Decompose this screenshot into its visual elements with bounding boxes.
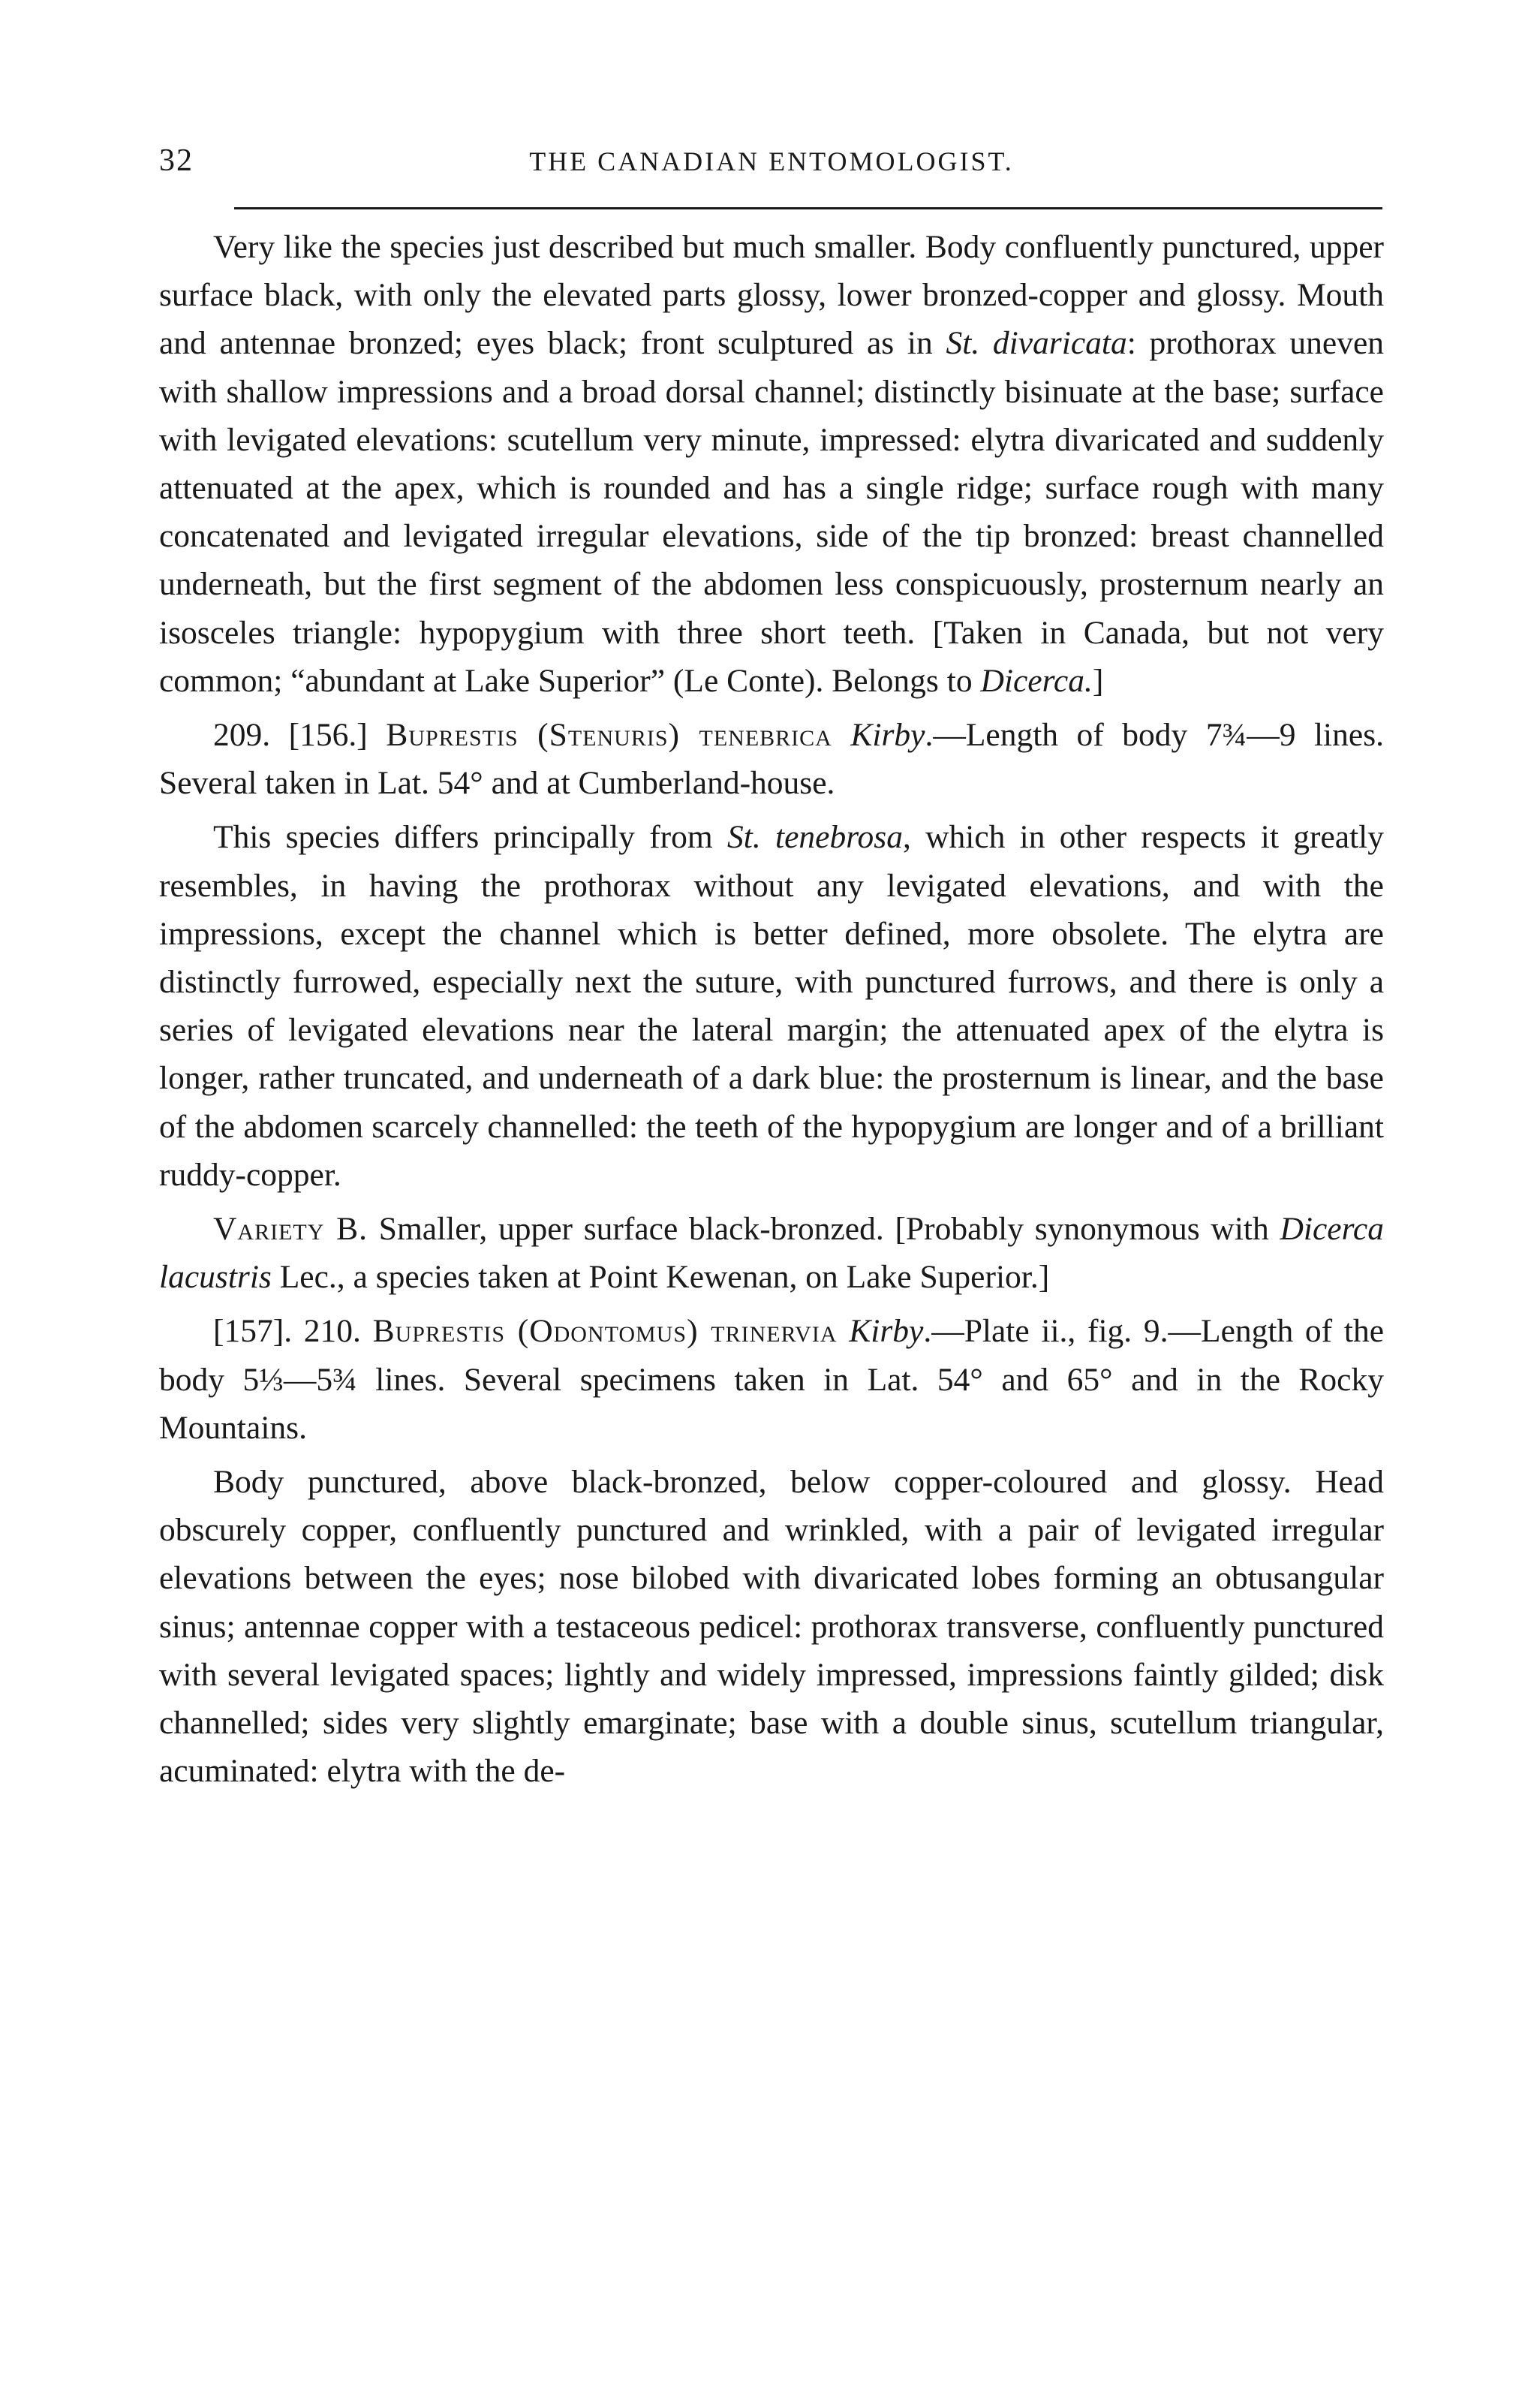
paragraph-tenebrica-description: This species differs principally from St. tenebrosa, which in other respects it greatly resembles, in having the prothorax without any levigated elevations, and with the impressions, except the channel which is better defined, more obsolete. The elytra are distinctly furrowed, especially next the suture, with punctured furrows, and there is only a series of levigated elevations near the lateral margin; the attenuated apex of the elytra is longer, rather truncated, and underneath of a dark blue: the prosternum is linear, and the base of the abdomen scarcely channelled: the teeth of the hypopygium are longer and of a brilliant ruddy-copper. <box>159 819 1384 1193</box>
page-number: 32 <box>159 143 194 178</box>
paragraph-entry-210: [157]. 210. Buprestis (Odontomus) trinervia Kirby.—Plate ii., fig. 9.—Length of the body 5⅓—5¾ lines. Several specimens taken in Lat. 54° and 65° and in the Rocky Mountains. <box>159 1313 1384 1446</box>
paragraph-trinervia-description: Body punctured, above black-bronzed, below copper-coloured and glossy. Head obscurely copper, confluently punctured and wrinkled, with a pair of levigated irregular elevations between the eyes; nose bilobed with divaricated lobes forming an obtusangular sinus; antennae copper with a testaceous pedicel: prothorax transverse, confluently punctured with several levigated spaces; lightly and widely impressed, impressions faintly gilded; disk channelled; sides very slightly emarginate; base with a double sinus, scutellum triangular, acuminated: elytra with the de- <box>159 1464 1384 1790</box>
paragraph-entry-209: 209. [156.] Buprestis (Stenuris) tenebrica Kirby.—Length of body 7¾—9 lines. Several taken in Lat. 54° and at Cumberland-house. <box>159 717 1384 802</box>
journal-title: THE CANADIAN ENTOMOLOGIST. <box>529 146 1014 176</box>
paragraph-species-description: Very like the species just described but much smaller. Body confluently punctured, upper surface black, with only the elevated parts glossy, lower bronzed-copper and glossy. Mouth and antennae bronzed; eyes black; front sculptured as in St. divaricata: prothorax uneven with shallow impressions and a broad dorsal channel; distinctly bisinuate at the base; surface with levigated elevations: scutellum very minute, impressed: elytra divaricated and suddenly attenuated at the apex, which is rounded and has a single ridge; surface rough with many concatenated and levigated irregular elevations, side of the tip bronzed: breast channelled underneath, but the first segment of the abdomen less conspicuously, prosternum nearly an isosceles triangle: hypopygium with three short teeth. [Taken in Canada, but not very common; “abundant at Lake Superior” (Le Conte). Belongs to Dicerca.] <box>159 229 1384 699</box>
header-rule <box>234 207 1382 209</box>
article-body <box>159 223 1384 1796</box>
paragraph-variety-b: Variety B. Smaller, upper surface black-bronzed. [Probably synonymous with Dicerca lacustris Lec., a species taken at Point Kewenan, on Lake Superior.] <box>159 1211 1384 1296</box>
page <box>159 143 1384 1802</box>
running-head <box>159 143 1384 195</box>
